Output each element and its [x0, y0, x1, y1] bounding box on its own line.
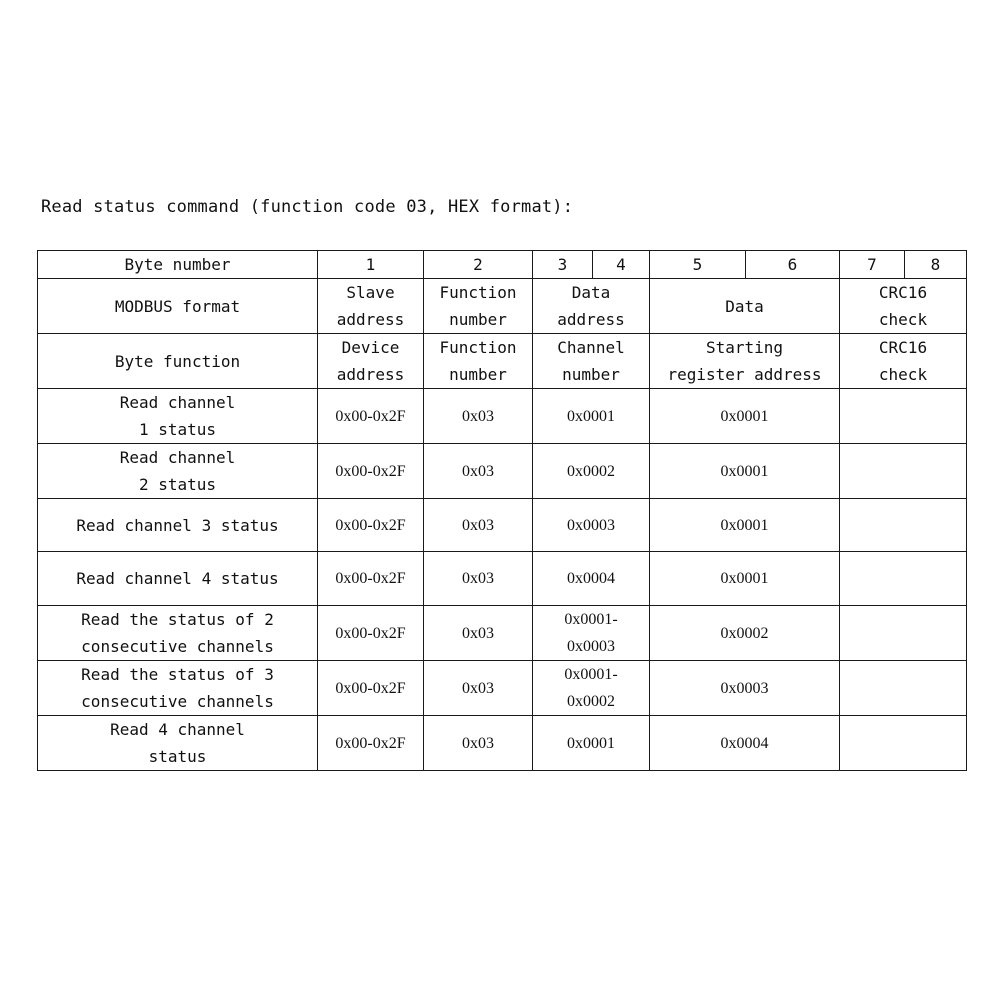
data-cell: Data	[650, 279, 840, 334]
row-label-line-2: status	[148, 747, 207, 766]
channel-range-line-1: 0x0001-	[564, 666, 618, 683]
row-label-line-2: 2 status	[138, 475, 217, 494]
channel-number-value: 0x0001	[533, 389, 650, 444]
function-number-format-line-2: number	[449, 310, 507, 329]
crc-format-line-1: CRC16	[878, 283, 928, 302]
byte-number-2: 2	[424, 251, 533, 279]
table-row	[38, 606, 967, 661]
starting-register-value: 0x0003	[650, 661, 840, 716]
row-label-line-1: Read channel	[119, 448, 236, 467]
crc-value	[840, 389, 967, 444]
function-code-value: 0x03	[424, 606, 533, 661]
device-address-value: 0x00-0x2F	[318, 716, 424, 771]
table-row	[38, 444, 967, 499]
crc-check-cell	[840, 334, 967, 389]
function-code-value: 0x03	[424, 389, 533, 444]
row-label	[38, 389, 318, 444]
row-label-line-2: 1 status	[138, 420, 217, 439]
crc-format-cell	[840, 279, 967, 334]
crc-value	[840, 716, 967, 771]
byte-number-1: 1	[318, 251, 424, 279]
byte-number-7: 7	[840, 251, 905, 279]
slave-address-cell	[318, 279, 424, 334]
starting-register-line-1: Starting	[705, 338, 784, 357]
channel-range-line-2: 0x0003	[567, 638, 615, 655]
function-code-value: 0x03	[424, 552, 533, 606]
channel-number-line-1: Channel	[557, 338, 625, 357]
row-label: Read channel 4 status	[38, 552, 318, 606]
function-number-line-1: Function	[439, 338, 517, 357]
crc-value	[840, 444, 967, 499]
read-status-command-table	[37, 250, 967, 771]
device-address-value: 0x00-0x2F	[318, 389, 424, 444]
table-row	[38, 661, 967, 716]
row-label-line-1: Read 4 channel	[110, 720, 245, 739]
function-code-value: 0x03	[424, 444, 533, 499]
byte-function-row	[38, 334, 967, 389]
function-number-line-2: number	[449, 365, 507, 384]
channel-range-line-1: 0x0001-	[564, 611, 618, 628]
row-label-line-1: Read channel	[119, 393, 236, 412]
byte-number-row	[38, 251, 967, 279]
channel-number-value: 0x0004	[533, 552, 650, 606]
data-address-cell	[533, 279, 650, 334]
function-code-value: 0x03	[424, 661, 533, 716]
byte-function-label: Byte function	[38, 334, 318, 389]
row-label-line-2: consecutive channels	[81, 637, 274, 656]
crc-format-line-2: check	[878, 310, 928, 329]
crc-check-line-2: check	[878, 365, 928, 384]
byte-number-3: 3	[533, 251, 593, 279]
starting-register-value: 0x0001	[650, 499, 840, 552]
table-row	[38, 552, 967, 606]
device-address-value: 0x00-0x2F	[318, 606, 424, 661]
function-number-format-cell	[424, 279, 533, 334]
function-code-value: 0x03	[424, 716, 533, 771]
channel-number-value	[533, 661, 650, 716]
device-address-value: 0x00-0x2F	[318, 552, 424, 606]
channel-number-line-2: number	[562, 365, 620, 384]
modbus-format-label: MODBUS format	[38, 279, 318, 334]
crc-value	[840, 661, 967, 716]
table-row	[38, 499, 967, 552]
channel-number-value	[533, 606, 650, 661]
channel-range-line-2: 0x0002	[567, 693, 615, 710]
byte-number-6: 6	[746, 251, 840, 279]
crc-value	[840, 552, 967, 606]
starting-register-value: 0x0004	[650, 716, 840, 771]
byte-number-label: Byte number	[38, 251, 318, 279]
function-number-format-line-1: Function	[439, 283, 517, 302]
row-label-line-2: consecutive channels	[81, 692, 274, 711]
row-label	[38, 661, 318, 716]
channel-number-cell	[533, 334, 650, 389]
channel-number-value: 0x0001	[533, 716, 650, 771]
device-address-line-1: Device	[341, 338, 400, 357]
device-address-value: 0x00-0x2F	[318, 499, 424, 552]
table-caption: Read status command (function code 03, HEX format):	[41, 197, 574, 217]
byte-number-8: 8	[905, 251, 967, 279]
row-label	[38, 606, 318, 661]
crc-check-line-1: CRC16	[878, 338, 928, 357]
row-label	[38, 716, 318, 771]
modbus-format-row	[38, 279, 967, 334]
crc-value	[840, 606, 967, 661]
device-address-value: 0x00-0x2F	[318, 661, 424, 716]
byte-number-5: 5	[650, 251, 746, 279]
row-label-line-1: Read the status of 2	[81, 610, 274, 629]
device-address-value: 0x00-0x2F	[318, 444, 424, 499]
function-code-value: 0x03	[424, 499, 533, 552]
starting-register-value: 0x0001	[650, 444, 840, 499]
data-address-line-2: address	[557, 310, 625, 329]
table-row	[38, 389, 967, 444]
table-row	[38, 716, 967, 771]
starting-register-value: 0x0001	[650, 552, 840, 606]
device-address-cell	[318, 334, 424, 389]
starting-register-line-2: register address	[667, 365, 822, 384]
slave-address-line-2: address	[336, 310, 405, 329]
channel-number-value: 0x0002	[533, 444, 650, 499]
row-label: Read channel 3 status	[38, 499, 318, 552]
starting-register-cell	[650, 334, 840, 389]
device-address-line-2: address	[336, 365, 405, 384]
row-label	[38, 444, 318, 499]
data-address-line-1: Data	[571, 283, 611, 302]
byte-number-4: 4	[593, 251, 650, 279]
channel-number-value: 0x0003	[533, 499, 650, 552]
starting-register-value: 0x0002	[650, 606, 840, 661]
function-number-cell	[424, 334, 533, 389]
starting-register-value: 0x0001	[650, 389, 840, 444]
crc-value	[840, 499, 967, 552]
row-label-line-1: Read the status of 3	[81, 665, 274, 684]
slave-address-line-1: Slave	[346, 283, 395, 302]
